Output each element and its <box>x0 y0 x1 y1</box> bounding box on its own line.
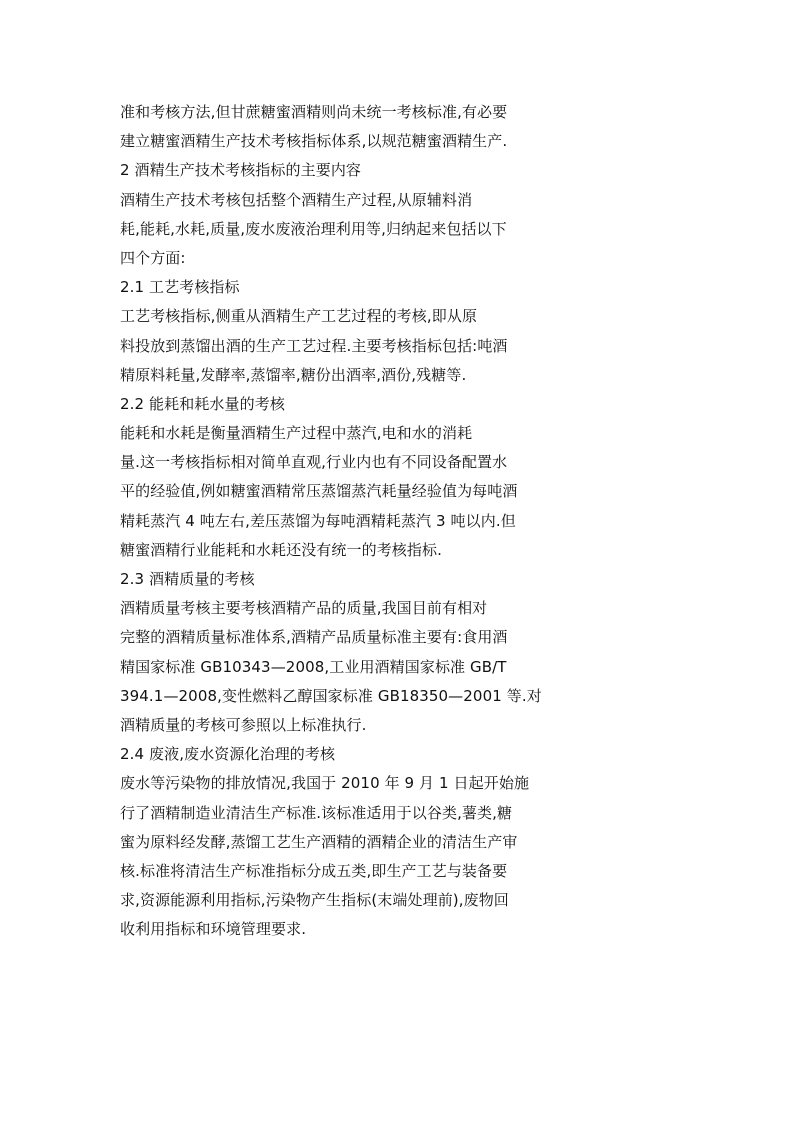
text-line: 蜜为原料经发酵,蒸馏工艺生产酒精的酒精企业的清洁生产审 <box>120 832 518 851</box>
subsection-heading: 2.4 废液,废水资源化治理的考核 <box>120 745 336 764</box>
text-line: 精原料耗量,发酵率,蒸馏率,糖份出酒率,酒份,残糖等. <box>120 365 467 384</box>
document-body <box>120 98 560 944</box>
text-line: 量.这一考核指标相对简单直观,行业内也有不同设备配置水 <box>120 453 508 472</box>
text-line: 耗,能耗,水耗,质量,废水废液治理利用等,归纳起来包括以下 <box>120 219 507 238</box>
text-line: 394.1—2008,变性燃料乙醇国家标准 GB18350—2001 等.对 <box>120 686 542 705</box>
section-heading: 2 酒精生产技术考核指标的主要内容 <box>120 161 362 180</box>
subsection-heading: 2.1 工艺考核指标 <box>120 278 240 297</box>
text-line: 核.标准将清洁生产标准指标分成五类,即生产工艺与装备要 <box>120 861 508 880</box>
text-line: 精耗蒸汽 4 吨左右,差压蒸馏为每吨酒精耗蒸汽 3 吨以内.但 <box>120 511 516 530</box>
text-line: 工艺考核指标,侧重从酒精生产工艺过程的考核,即从原 <box>120 307 478 326</box>
text-line: 收利用指标和环境管理要求. <box>120 920 307 939</box>
text-line: 酒精质量考核主要考核酒精产品的质量,我国目前有相对 <box>120 599 488 618</box>
text-line: 酒精生产技术考核包括整个酒精生产过程,从原辅料消 <box>120 190 473 209</box>
text-line: 平的经验值,例如糖蜜酒精常压蒸馏蒸汽耗量经验值为每吨酒 <box>120 482 518 501</box>
text-line: 精国家标准 GB10343—2008,工业用酒精国家标准 GB/T <box>120 657 507 676</box>
text-line: 建立糖蜜酒精生产技术考核指标体系,以规范糖蜜酒精生产. <box>120 132 508 151</box>
text-line: 完整的酒精质量标准体系,酒精产品质量标准主要有:食用酒 <box>120 628 508 647</box>
text-line: 废水等污染物的排放情况,我国于 2010 年 9 月 1 日起开始施 <box>120 774 530 793</box>
text-line: 酒精质量的考核可参照以上标准执行. <box>120 715 367 734</box>
text-line: 行了酒精制造业清洁生产标准.该标准适用于以谷类,薯类,糖 <box>120 803 513 822</box>
text-line: 能耗和水耗是衡量酒精生产过程中蒸汽,电和水的消耗 <box>120 424 473 443</box>
subsection-heading: 2.2 能耗和耗水量的考核 <box>120 394 285 413</box>
subsection-heading: 2.3 酒精质量的考核 <box>120 570 255 588</box>
text-line: 糖蜜酒精行业能耗和水耗还没有统一的考核指标. <box>120 540 442 559</box>
text-line: 准和考核方法,但甘蔗糖蜜酒精则尚未统一考核标准,有必要 <box>120 103 508 121</box>
text-line: 求,资源能源利用指标,污染物产生指标(末端处理前),废物回 <box>120 891 509 910</box>
text-line: 四个方面: <box>120 248 186 267</box>
text-line: 料投放到蒸馏出酒的生产工艺过程.主要考核指标包括:吨酒 <box>120 336 508 355</box>
